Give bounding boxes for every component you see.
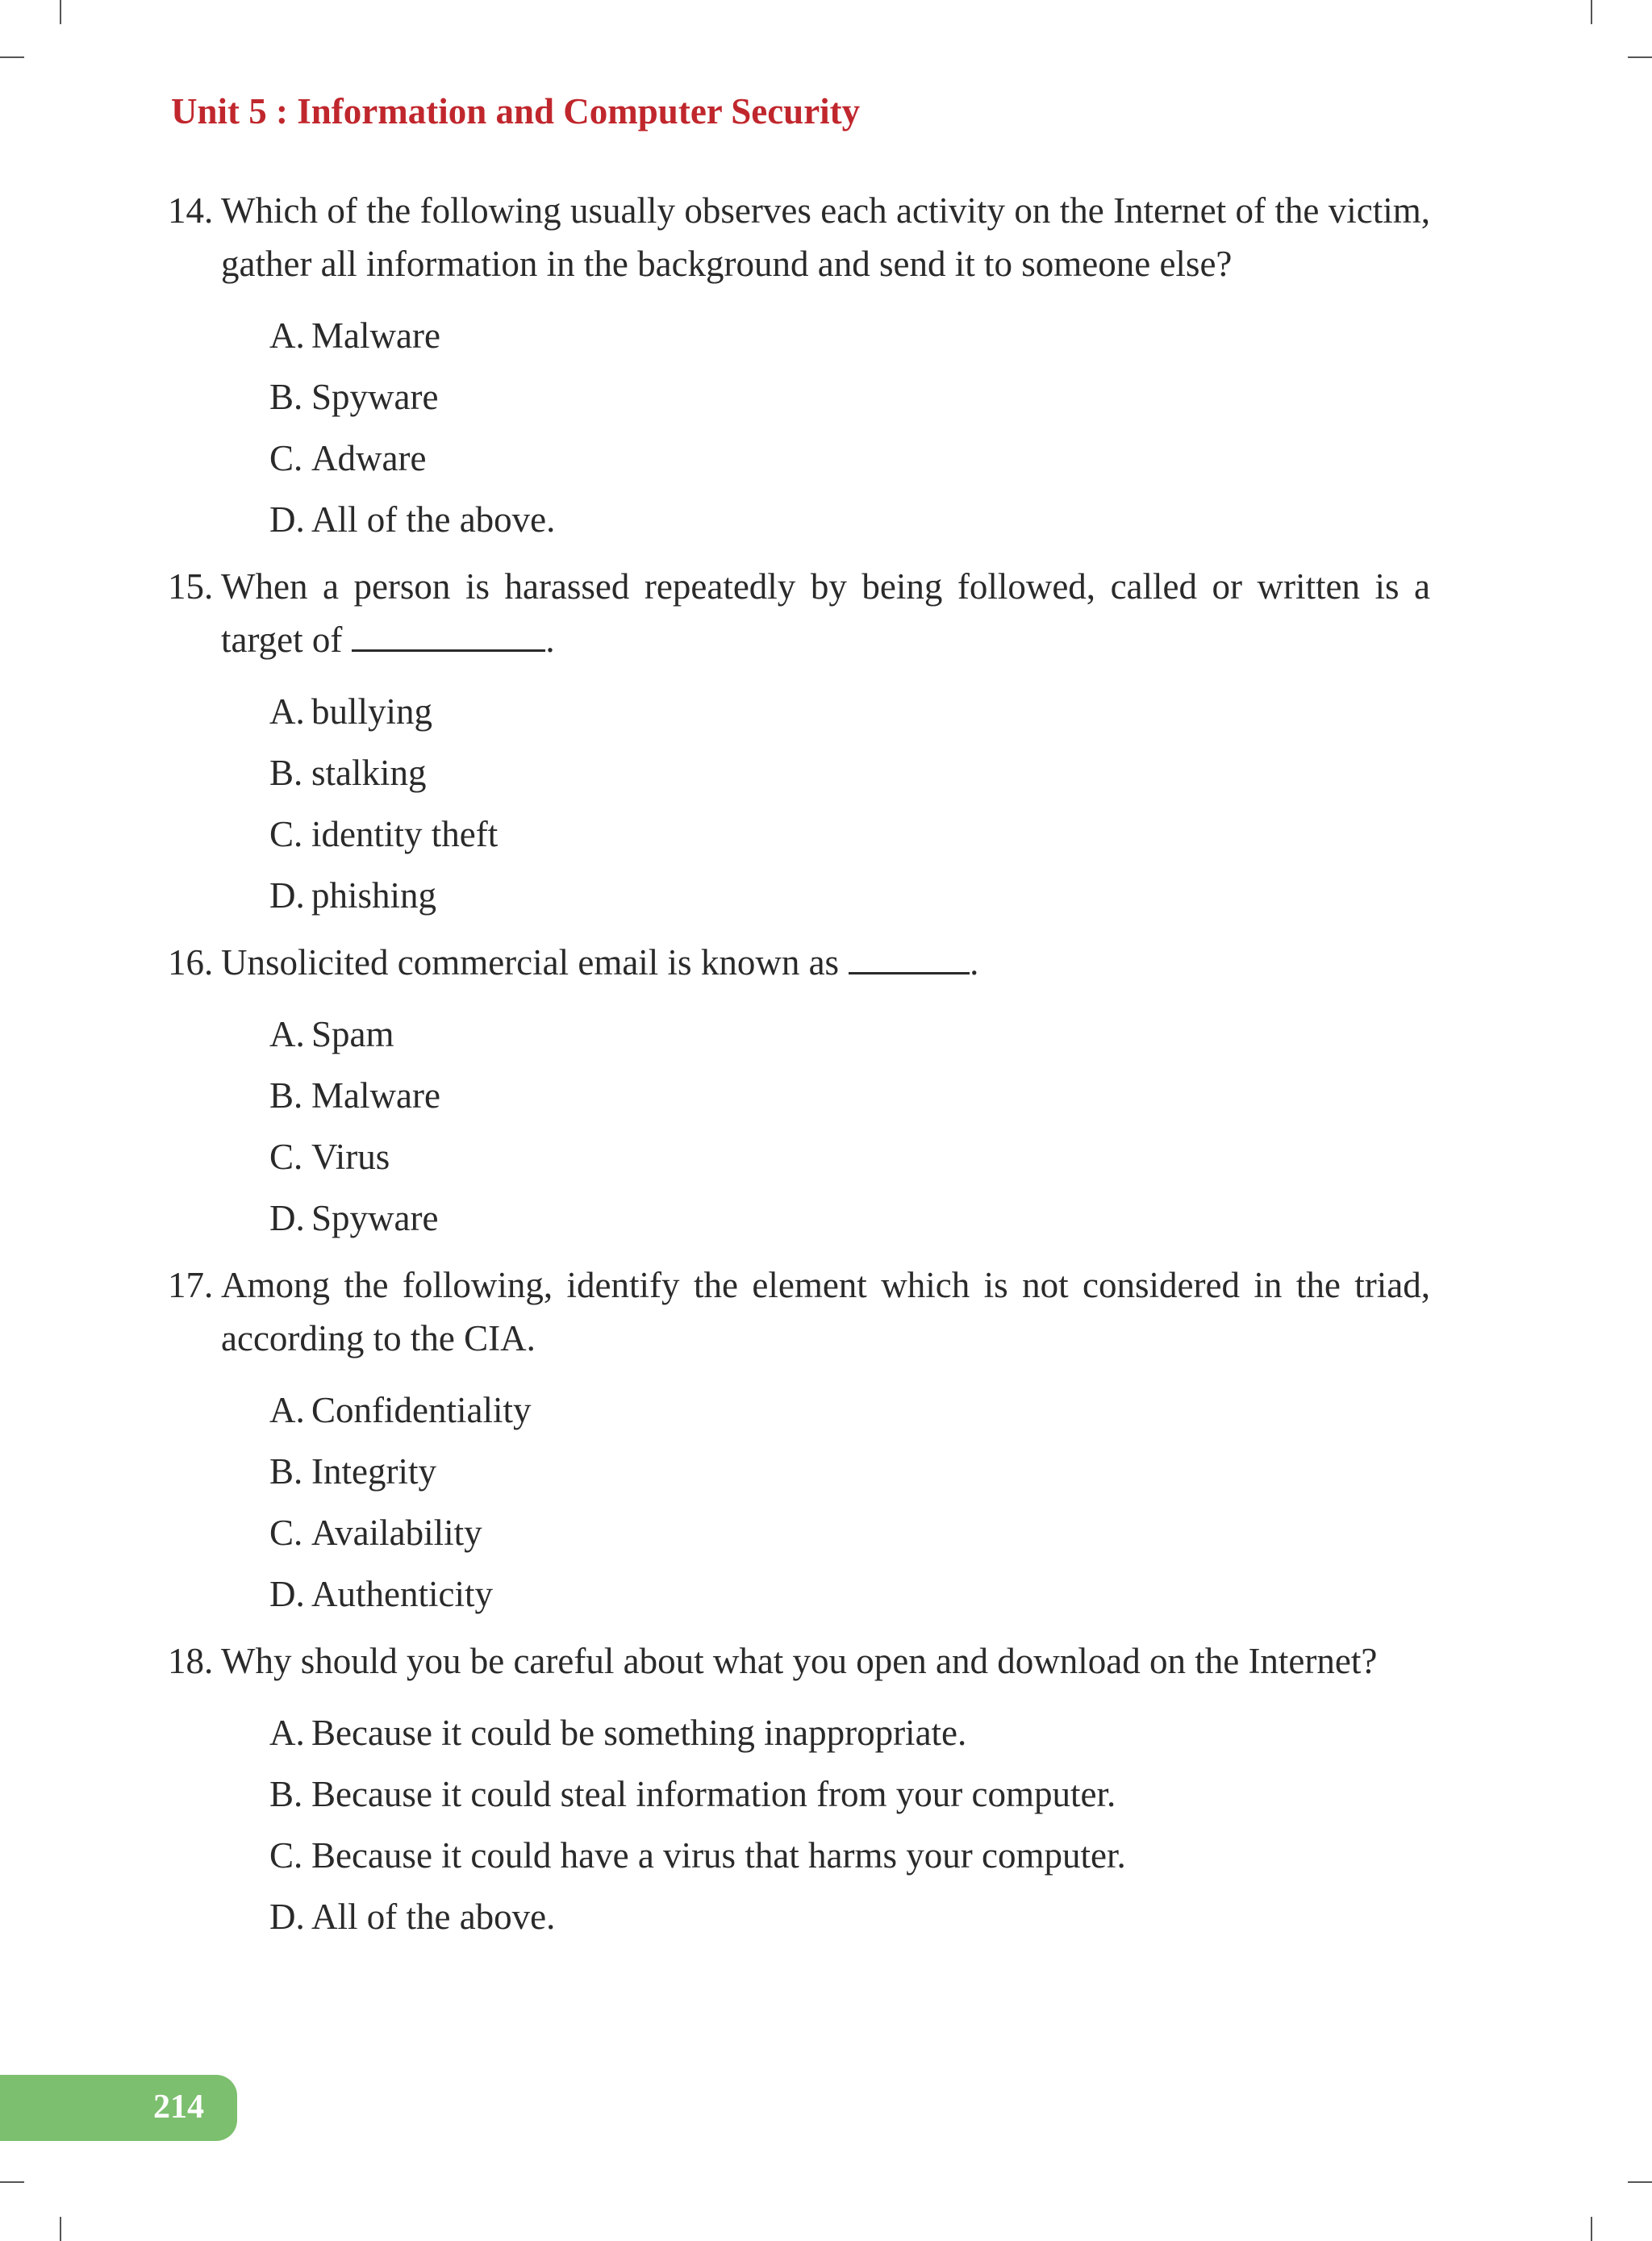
crop-mark [1591,0,1592,24]
question-text: Among the following, identify the element which is not considered in the triad, according to the CIA. [221,1265,1430,1358]
option-b: B. stalking [269,753,427,793]
option-list [168,1379,1430,1625]
option-list [168,1702,1430,1947]
option-list [168,1004,1430,1249]
option-d: D. All of the above. [269,1897,556,1937]
question-18 [168,1634,1430,1947]
question-text: Unsolicited commercial email is known as . [221,942,979,983]
crop-mark [0,2181,24,2183]
question-number: 14. [168,190,214,231]
option-a: A. Confidentiality [269,1390,532,1430]
option-list [168,681,1430,926]
answer-blank [849,945,970,974]
option-b: B. Spyware [269,377,439,417]
crop-mark [1591,2217,1592,2241]
option-b: B. Because it could steal information from your computer. [269,1774,1116,1814]
question-16 [168,936,1430,1249]
page-number: 214 [153,2089,204,2126]
question-text: When a person is harassed repeatedly by being followed, called or written is a target of . [221,566,1430,660]
option-c: C. Because it could have a virus that harms your computer. [269,1835,1126,1876]
crop-mark [0,56,24,58]
option-c: C. Adware [269,438,427,478]
question-number: 16. [168,942,214,983]
option-d: D. Spyware [269,1198,439,1238]
question-14 [168,184,1430,550]
crop-mark [1628,56,1652,58]
question-text: Which of the following usually observes each activity on the Internet of the victim, gather all information in the background and send it to someone else? [221,190,1430,284]
question-number: 15. [168,566,214,607]
option-c: C. identity theft [269,814,499,854]
option-c: C. Availability [269,1513,482,1553]
option-a: A. Malware [269,315,440,356]
option-d: D. phishing [269,875,437,916]
question-17 [168,1258,1430,1625]
option-a: A. Spam [269,1014,394,1054]
option-b: B. Malware [269,1075,440,1116]
option-list [168,305,1430,550]
crop-mark [60,0,61,24]
question-number: 18. [168,1641,214,1681]
answer-blank [352,622,545,652]
option-a: A. bullying [269,691,433,732]
question-15 [168,560,1430,926]
option-d: D. All of the above. [269,499,556,540]
question-list [168,184,1430,1957]
page-number-tab [0,2075,237,2141]
unit-title: Unit 5 : Information and Computer Security [171,91,861,131]
option-d: D. Authenticity [269,1574,493,1614]
option-b: B. Integrity [269,1451,436,1492]
option-c: C. Virus [269,1137,390,1177]
question-text: Why should you be careful about what you open and download on the Internet? [221,1641,1378,1681]
question-number: 17. [168,1265,214,1305]
option-a: A. Because it could be something inappropriate. [269,1713,967,1753]
crop-mark [1628,2181,1652,2183]
crop-mark [60,2217,61,2241]
